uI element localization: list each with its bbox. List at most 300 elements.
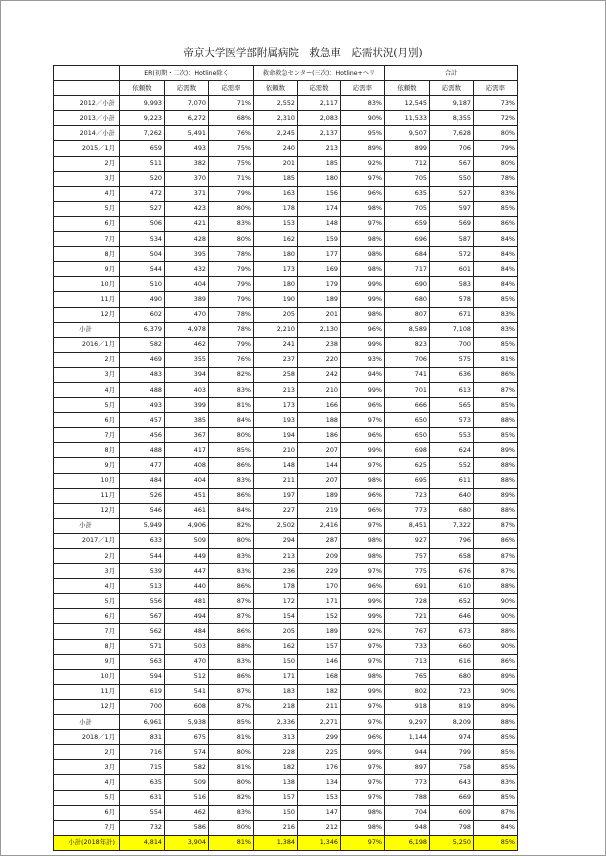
- table-row: [54, 413, 518, 428]
- table-cell: 899: [385, 141, 430, 156]
- row-label: 2018／1月: [54, 730, 120, 745]
- table-cell: 586: [165, 820, 209, 835]
- column-header: 応需数: [430, 81, 474, 96]
- table-cell: 389: [165, 292, 209, 307]
- table-cell: 8,355: [430, 111, 474, 126]
- table-cell: 229: [298, 564, 341, 579]
- table-cell: 78%: [209, 322, 254, 337]
- table-cell: 1,384: [254, 835, 298, 850]
- row-label: 4月: [54, 775, 120, 790]
- table-cell: 5,949: [120, 518, 165, 533]
- row-label: 5月: [54, 398, 120, 413]
- table-cell: 157: [254, 790, 298, 805]
- table-cell: 99%: [341, 684, 385, 699]
- table-cell: 81%: [474, 352, 518, 367]
- table-cell: 98%: [341, 533, 385, 548]
- table-cell: 974: [430, 730, 474, 745]
- table-cell: 666: [385, 398, 430, 413]
- row-label: 10月: [54, 669, 120, 684]
- table-cell: 84%: [209, 503, 254, 518]
- table-row: [54, 805, 518, 820]
- table-cell: 179: [298, 277, 341, 292]
- row-label: 3月: [54, 367, 120, 382]
- table-cell: 80%: [474, 156, 518, 171]
- table-cell: 897: [385, 760, 430, 775]
- row-label: 12月: [54, 503, 120, 518]
- table-cell: 90%: [341, 111, 385, 126]
- table-cell: 573: [430, 413, 474, 428]
- table-cell: 927: [385, 533, 430, 548]
- table-cell: 472: [120, 186, 165, 201]
- table-cell: 219: [298, 503, 341, 518]
- table-cell: 99%: [341, 594, 385, 609]
- table-cell: 676: [430, 564, 474, 579]
- table-cell: 4,814: [120, 835, 165, 850]
- table-cell: 8,451: [385, 518, 430, 533]
- table-cell: 86%: [474, 654, 518, 669]
- table-cell: 675: [165, 730, 209, 745]
- table-cell: 86%: [474, 367, 518, 382]
- table-cell: 700: [430, 337, 474, 352]
- table-cell: 172: [254, 594, 298, 609]
- table-cell: 211: [298, 699, 341, 714]
- row-label: 12月: [54, 699, 120, 714]
- row-label: 2012／小計: [54, 96, 120, 111]
- table-row: [54, 201, 518, 216]
- table-cell: 488: [120, 382, 165, 397]
- table-cell: 562: [120, 624, 165, 639]
- table-cell: 625: [385, 458, 430, 473]
- table-row: [54, 398, 518, 413]
- table-row: [54, 624, 518, 639]
- table-cell: 82%: [209, 367, 254, 382]
- table-row: [54, 473, 518, 488]
- table-cell: 185: [254, 171, 298, 186]
- table-row: [54, 745, 518, 760]
- table-cell: 97%: [341, 654, 385, 669]
- table-cell: 80%: [209, 775, 254, 790]
- table-cell: 90%: [474, 684, 518, 699]
- table-cell: 567: [430, 156, 474, 171]
- table-cell: 78%: [209, 247, 254, 262]
- table-cell: 80%: [209, 428, 254, 443]
- table-cell: 2,245: [254, 126, 298, 141]
- row-label: 2月: [54, 745, 120, 760]
- table-cell: 635: [385, 186, 430, 201]
- table-row: [54, 352, 518, 367]
- table-cell: 7,262: [120, 126, 165, 141]
- row-label: 8月: [54, 639, 120, 654]
- table-cell: 1,346: [298, 835, 341, 850]
- table-cell: 94%: [341, 367, 385, 382]
- table-cell: 9,187: [430, 96, 474, 111]
- row-label: 7月: [54, 624, 120, 639]
- column-header: 応需数: [298, 81, 341, 96]
- row-label: 4月: [54, 186, 120, 201]
- table-cell: 701: [385, 382, 430, 397]
- table-cell: 189: [298, 624, 341, 639]
- table-cell: 403: [165, 382, 209, 397]
- table-cell: 84%: [474, 820, 518, 835]
- table-cell: 180: [298, 171, 341, 186]
- table-cell: 602: [120, 307, 165, 322]
- row-label: 小計(2018年計): [54, 835, 120, 850]
- table-cell: 554: [120, 805, 165, 820]
- table-cell: 84%: [209, 413, 254, 428]
- table-cell: 408: [165, 458, 209, 473]
- table-cell: 197: [254, 488, 298, 503]
- table-cell: 84%: [474, 262, 518, 277]
- table-cell: 765: [385, 669, 430, 684]
- table-cell: 704: [385, 805, 430, 820]
- table-cell: 71%: [209, 171, 254, 186]
- table-cell: 428: [165, 232, 209, 247]
- table-cell: 550: [430, 171, 474, 186]
- table-cell: 7,322: [430, 518, 474, 533]
- table-cell: 85%: [474, 835, 518, 850]
- table-cell: 97%: [341, 639, 385, 654]
- table-row: [54, 549, 518, 564]
- table-cell: 695: [385, 473, 430, 488]
- table-cell: 705: [385, 201, 430, 216]
- table-row: [54, 156, 518, 171]
- table-cell: 78%: [209, 307, 254, 322]
- table-cell: 201: [298, 307, 341, 322]
- table-cell: 696: [385, 232, 430, 247]
- table-cell: 83%: [474, 775, 518, 790]
- row-label: 2月: [54, 549, 120, 564]
- table-cell: 503: [165, 639, 209, 654]
- table-cell: 512: [165, 669, 209, 684]
- table-cell: 227: [254, 503, 298, 518]
- response-status-table: [53, 65, 518, 851]
- table-cell: 150: [254, 654, 298, 669]
- table-cell: 89%: [341, 141, 385, 156]
- table-cell: 2,117: [298, 96, 341, 111]
- table-cell: 432: [165, 262, 209, 277]
- table-cell: 594: [120, 669, 165, 684]
- table-cell: 90%: [474, 609, 518, 624]
- table-cell: 97%: [341, 171, 385, 186]
- table-cell: 87%: [474, 518, 518, 533]
- table-cell: 646: [430, 609, 474, 624]
- table-cell: 624: [430, 443, 474, 458]
- table-cell: 171: [298, 594, 341, 609]
- table-row-grand-subtotal: [54, 835, 518, 850]
- table-cell: 169: [298, 262, 341, 277]
- row-label: 2017／1月: [54, 533, 120, 548]
- group-header-er: ER(初期・二次)：Hotline除く: [120, 66, 254, 81]
- table-cell: 7,628: [430, 126, 474, 141]
- table-cell: 228: [254, 745, 298, 760]
- row-label: 3月: [54, 760, 120, 775]
- table-cell: 613: [430, 382, 474, 397]
- table-cell: 395: [165, 247, 209, 262]
- table-row: [54, 428, 518, 443]
- table-cell: 680: [385, 292, 430, 307]
- table-cell: 171: [254, 669, 298, 684]
- table-cell: 6,198: [385, 835, 430, 850]
- table-cell: 85%: [474, 201, 518, 216]
- table-cell: 88%: [474, 413, 518, 428]
- table-cell: 404: [165, 277, 209, 292]
- table-cell: 2,130: [298, 322, 341, 337]
- table-cell: 587: [430, 232, 474, 247]
- row-label: 6月: [54, 413, 120, 428]
- table-cell: 92%: [341, 156, 385, 171]
- table-cell: 88%: [474, 473, 518, 488]
- table-cell: 188: [298, 413, 341, 428]
- table-cell: 578: [430, 292, 474, 307]
- row-label: 8月: [54, 247, 120, 262]
- table-cell: 174: [298, 201, 341, 216]
- table-cell: 700: [120, 699, 165, 714]
- table-cell: 87%: [474, 549, 518, 564]
- table-cell: 2,416: [298, 518, 341, 533]
- table-cell: 673: [430, 624, 474, 639]
- table-cell: 89%: [474, 443, 518, 458]
- table-cell: 2,271: [298, 715, 341, 730]
- table-row: [54, 503, 518, 518]
- table-cell: 423: [165, 201, 209, 216]
- table-cell: 90%: [474, 594, 518, 609]
- table-cell: 153: [298, 790, 341, 805]
- table-row: [54, 367, 518, 382]
- table-cell: 84%: [474, 232, 518, 247]
- table-cell: 162: [254, 232, 298, 247]
- table-cell: 640: [430, 488, 474, 503]
- table-cell: 81%: [209, 398, 254, 413]
- table-cell: 671: [430, 307, 474, 322]
- table-cell: 633: [120, 533, 165, 548]
- table-cell: 567: [120, 609, 165, 624]
- table-cell: 680: [430, 503, 474, 518]
- table-row-subtotal: [54, 518, 518, 533]
- table-cell: 99%: [341, 292, 385, 307]
- table-cell: 154: [254, 609, 298, 624]
- row-label: 6月: [54, 609, 120, 624]
- row-label: 11月: [54, 488, 120, 503]
- table-cell: 236: [254, 564, 298, 579]
- table-cell: 211: [254, 473, 298, 488]
- table-cell: 691: [385, 579, 430, 594]
- table-cell: 98%: [341, 247, 385, 262]
- table-cell: 83%: [209, 382, 254, 397]
- table-row: [54, 790, 518, 805]
- table-cell: 544: [120, 262, 165, 277]
- table-cell: 85%: [474, 730, 518, 745]
- table-cell: 8,589: [385, 322, 430, 337]
- table-cell: 83%: [209, 549, 254, 564]
- table-cell: 83%: [474, 186, 518, 201]
- table-cell: 148: [254, 458, 298, 473]
- table-cell: 177: [298, 247, 341, 262]
- table-cell: 3,904: [165, 835, 209, 850]
- table-cell: 451: [165, 488, 209, 503]
- table-cell: 417: [165, 443, 209, 458]
- table-row: [54, 382, 518, 397]
- table-cell: 80%: [209, 533, 254, 548]
- table-cell: 83%: [474, 307, 518, 322]
- table-cell: 546: [120, 503, 165, 518]
- table-cell: 650: [385, 428, 430, 443]
- table-cell: 99%: [341, 277, 385, 292]
- table-cell: 97%: [341, 835, 385, 850]
- table-cell: 619: [120, 684, 165, 699]
- table-cell: 572: [430, 247, 474, 262]
- table-cell: 723: [430, 684, 474, 699]
- row-label: 5月: [54, 790, 120, 805]
- table-cell: 650: [385, 413, 430, 428]
- table-cell: 767: [385, 624, 430, 639]
- row-label: 9月: [54, 458, 120, 473]
- table-cell: 98%: [341, 201, 385, 216]
- table-cell: 81%: [209, 760, 254, 775]
- table-row: [54, 307, 518, 322]
- table-cell: 79%: [209, 337, 254, 352]
- row-label: 5月: [54, 201, 120, 216]
- table-cell: 705: [385, 171, 430, 186]
- table-cell: 88%: [474, 715, 518, 730]
- table-row: [54, 262, 518, 277]
- table-cell: 85%: [474, 428, 518, 443]
- table-cell: 575: [430, 352, 474, 367]
- row-label: 6月: [54, 216, 120, 231]
- table-row: [54, 699, 518, 714]
- table-cell: 89%: [474, 488, 518, 503]
- table-cell: 773: [385, 775, 430, 790]
- table-cell: 5,938: [165, 715, 209, 730]
- table-cell: 80%: [474, 126, 518, 141]
- table-cell: 608: [165, 699, 209, 714]
- table-cell: 237: [254, 352, 298, 367]
- table-row: [54, 171, 518, 186]
- table-cell: 82%: [209, 518, 254, 533]
- table-cell: 527: [430, 186, 474, 201]
- row-label: 7月: [54, 428, 120, 443]
- table-cell: 488: [120, 443, 165, 458]
- table-cell: 148: [298, 216, 341, 231]
- table-cell: 773: [385, 503, 430, 518]
- table-cell: 212: [298, 820, 341, 835]
- table-cell: 173: [254, 262, 298, 277]
- table-cell: 79%: [209, 277, 254, 292]
- table-cell: 534: [120, 232, 165, 247]
- table-cell: 544: [120, 549, 165, 564]
- table-row: [54, 579, 518, 594]
- table-cell: 690: [385, 277, 430, 292]
- table-row: [54, 458, 518, 473]
- table-cell: 5,250: [430, 835, 474, 850]
- table-cell: 370: [165, 171, 209, 186]
- table-cell: 385: [165, 413, 209, 428]
- table-cell: 134: [298, 775, 341, 790]
- table-cell: 88%: [474, 503, 518, 518]
- table-cell: 182: [254, 760, 298, 775]
- table-cell: 86%: [209, 624, 254, 639]
- table-cell: 83%: [209, 654, 254, 669]
- row-label: 4月: [54, 382, 120, 397]
- table-cell: 659: [120, 141, 165, 156]
- table-cell: 556: [120, 594, 165, 609]
- table-cell: 798: [430, 820, 474, 835]
- table-row: [54, 186, 518, 201]
- table-cell: 2,083: [298, 111, 341, 126]
- table-cell: 313: [254, 730, 298, 745]
- table-cell: 93%: [341, 352, 385, 367]
- table-cell: 99%: [341, 382, 385, 397]
- table-row: [54, 820, 518, 835]
- table-cell: 87%: [209, 684, 254, 699]
- table-cell: 456: [120, 428, 165, 443]
- table-cell: 82%: [209, 790, 254, 805]
- table-cell: 85%: [474, 790, 518, 805]
- table-cell: 394: [165, 367, 209, 382]
- table-cell: 6,272: [165, 111, 209, 126]
- table-cell: 788: [385, 790, 430, 805]
- table-cell: 553: [430, 428, 474, 443]
- page-title: 帝京大学医学部附属病院 救急車 応需状況(月別): [183, 47, 423, 59]
- row-label: 12月: [54, 307, 120, 322]
- table-cell: 83%: [209, 805, 254, 820]
- corner-cell: [54, 66, 120, 81]
- table-cell: 716: [120, 745, 165, 760]
- table-cell: 11,533: [385, 111, 430, 126]
- table-body: [54, 96, 518, 851]
- table-cell: 636: [430, 367, 474, 382]
- table-cell: 294: [254, 533, 298, 548]
- table-cell: 802: [385, 684, 430, 699]
- table-cell: 513: [120, 579, 165, 594]
- table-cell: 159: [298, 232, 341, 247]
- table-row: [54, 760, 518, 775]
- table-cell: 80%: [209, 820, 254, 835]
- table-cell: 728: [385, 594, 430, 609]
- table-cell: 5,491: [165, 126, 209, 141]
- table-cell: 98%: [341, 805, 385, 820]
- table-cell: 6,379: [120, 322, 165, 337]
- row-label: 5月: [54, 594, 120, 609]
- table-cell: 79%: [209, 262, 254, 277]
- table-cell: 85%: [474, 292, 518, 307]
- column-header: 応需率: [474, 81, 518, 96]
- table-cell: 180: [254, 277, 298, 292]
- column-header: 応需数: [165, 81, 209, 96]
- table-cell: 80%: [209, 201, 254, 216]
- table-cell: 470: [165, 654, 209, 669]
- table-cell: 178: [254, 579, 298, 594]
- table-cell: 99%: [341, 337, 385, 352]
- table-cell: 186: [298, 428, 341, 443]
- table-cell: 73%: [474, 96, 518, 111]
- table-cell: 216: [254, 820, 298, 835]
- row-label: 7月: [54, 232, 120, 247]
- table-cell: 79%: [209, 292, 254, 307]
- table-cell: 494: [165, 609, 209, 624]
- table-cell: 96%: [341, 428, 385, 443]
- table-cell: 87%: [474, 382, 518, 397]
- table-cell: 97%: [341, 458, 385, 473]
- table-cell: 7,108: [430, 322, 474, 337]
- table-cell: 493: [120, 398, 165, 413]
- table-cell: 176: [298, 760, 341, 775]
- table-cell: 582: [165, 760, 209, 775]
- table-cell: 87%: [209, 594, 254, 609]
- table-cell: 741: [385, 367, 430, 382]
- group-header-row: [54, 66, 518, 81]
- table-cell: 205: [254, 307, 298, 322]
- table-cell: 684: [385, 247, 430, 262]
